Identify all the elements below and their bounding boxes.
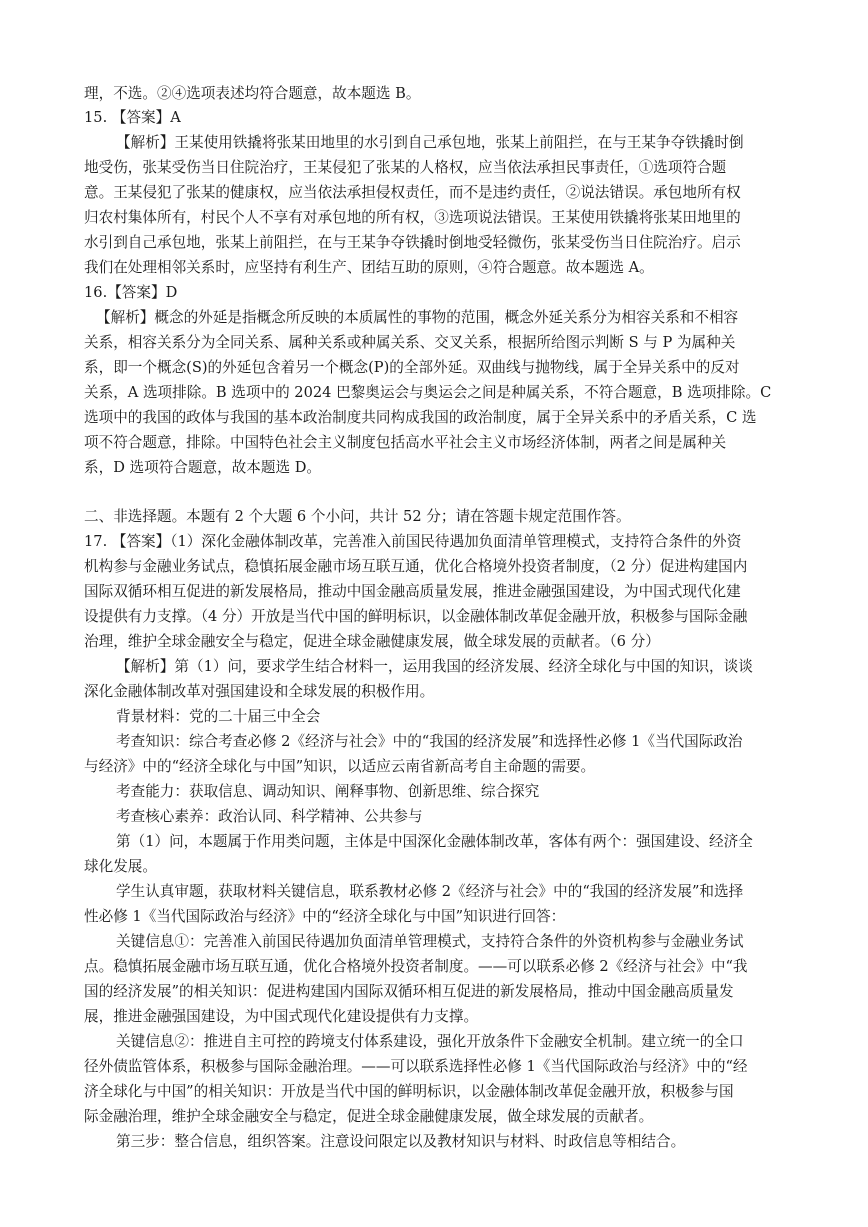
- text-line: 系，即一个概念(S)的外延包含着另一个概念(P)的全部外延。双曲线与抛物线，属于全异关系中的反对: [84, 359, 740, 376]
- text-line: 与经济》中的“经济全球化与中国”知识，以适应云南省新高考自主命题的需要。: [84, 758, 596, 775]
- text-line: 系，D 选项符合题意，故本题选 D。: [84, 459, 321, 476]
- text-line: 国的经济发展”的相关知识：促进构建国内国际双循环相互促进的新发展格局，推动中国金融高质量发: [84, 983, 734, 1000]
- text-line: 【解析】第（1）问，要求学生结合材料一，运用我国的经济发展、经济全球化与中国的知识，谈谈: [116, 658, 753, 675]
- text-line: 机构参与金融业务试点，稳慎拓展金融市场互联互通，优化合格境外投资者制度，（2 分）促进构建国内: [84, 558, 748, 575]
- text-line: 径外债监管体系，积极参与国际金融治理。——可以联系选择性必修 1《当代国际政治与经济》中的“经: [84, 1058, 748, 1075]
- text-line: 第三步：整合信息，组织答案。注意设问限定以及教材知识与材料、时政信息等相结合。: [116, 1133, 686, 1150]
- text-line: 设提供有力支撑。（4 分）开放是当代中国的鲜明标识，以金融体制改革促金融开放，积极参与国际金融: [84, 608, 748, 625]
- text-line: 考查核心素养：政治认同、科学精神、公共参与: [116, 808, 423, 825]
- text-line: 济全球化与中国”的相关知识：开放是当代中国的鲜明标识，以金融体制改革促金融开放，积极参与国: [84, 1083, 734, 1100]
- text-line: 我们在处理相邻关系时，应坚持有利生产、团结互助的原则，④符合题意。故本题选 A。: [84, 259, 654, 276]
- text-line: 理，不选。②④选项表述均符合题意，故本题选 B。: [84, 85, 421, 102]
- text-line: 水引到自己承包地，张某上前阻拦，在与王某争夺铁撬时倒地受轻微伤，张某受伤当日住院治疗。启示: [84, 234, 741, 251]
- text-line: 第（1）问，本题属于作用类问题，主体是中国深化金融体制改革，客体有两个：强国建设、经济全: [116, 833, 753, 850]
- answer-heading-15: 15. 【答案】A: [84, 109, 181, 126]
- text-line: 背景材料：党的二十届三中全会: [116, 708, 321, 725]
- text-line: 点。稳慎拓展金融市场互联互通，优化合格境外投资者制度。——可以联系必修 2《经济与社会》中“我: [84, 958, 748, 975]
- answer-heading-17: 17. 【答案】（1）深化金融体制改革，完善准入前国民待遇加负面清单管理模式，支持符合条件的外资: [84, 533, 742, 550]
- text-line: 地受伤，张某受伤当日住院治疗，王某侵犯了张某的人格权，应当依法承担民事责任，①选项符合题: [84, 159, 727, 176]
- text-line: 【解析】王某使用铁撬将张某田地里的水引到自己承包地，张某上前阻拦，在与王某争夺铁撬时倒: [116, 134, 744, 151]
- text-line: 国际双循环相互促进的新发展格局，推动中国金融高质量发展，推进金融强国建设，为中国式现代化建: [84, 583, 741, 600]
- text-line: 展，推进金融强国建设，为中国式现代化建设提供有力支撑。: [84, 1008, 479, 1025]
- text-line: 性必修 1《当代国际政治与经济》中的“经济全球化与中国”知识进行回答：: [84, 908, 566, 925]
- text-line: 关系，相容关系分为全同关系、属种关系或种属关系、交叉关系，根据所给图示判断 S 与 P 为属种关: [84, 334, 736, 351]
- text-line: 考查能力：获取信息、调动知识、阐释事物、创新思维、综合探究: [116, 783, 540, 800]
- text-line: 学生认真审题，获取材料关键信息，联系教材必修 2《经济与社会》中的“我国的经济发展”和选择: [116, 883, 744, 900]
- section-heading: 二、非选择题。本题有 2 个大题 6 个小问，共计 52 分；请在答题卡规定范围作答。: [84, 508, 631, 525]
- text-line: 球化发展。: [84, 858, 157, 875]
- text-line: 选项中的我国的政体与我国的基本政治制度共同构成我国的政治制度，属于全异关系中的矛盾关系，C 选: [84, 409, 757, 426]
- text-line: 【解析】概念的外延是指概念所反映的本质属性的事物的范围，概念外延关系分为相容关系和不相容: [96, 309, 739, 326]
- answer-heading-16: 16.【答案】D: [84, 284, 178, 301]
- text-line: 深化金融体制改革对强国建设和全球发展的积极作用。: [84, 683, 435, 700]
- text-line: 归农村集体所有，村民个人不享有对承包地的所有权，③选项说法错误。王某使用铁撬将张某田地里的: [84, 209, 741, 226]
- text-line: 关键信息①：完善准入前国民待遇加负面清单管理模式，支持符合条件的外资机构参与金融业务试: [116, 933, 744, 950]
- text-line: 际金融治理，维护全球金融安全与稳定，促进全球金融健康发展，做全球发展的贡献者。: [84, 1108, 654, 1125]
- text-line: 关键信息②：推进自主可控的跨境支付体系建设，强化开放条件下金融安全机制。建立统一的全口: [116, 1033, 744, 1050]
- text-line: 考查知识：综合考查必修 2《经济与社会》中的“我国的经济发展”和选择性必修 1《当代国际政治: [116, 733, 743, 750]
- text-line: 关系，A 选项排除。B 选项中的 2024 巴黎奥运会与奥运会之间是种属关系，不符合题意，B 选项排除。C: [84, 384, 772, 401]
- text-line: 意。王某侵犯了张某的健康权，应当依法承担侵权责任，而不是违约责任，②说法错误。承包地所有权: [84, 184, 741, 201]
- text-line: 项不符合题意，排除。中国特色社会主义制度包括高水平社会主义市场经济体制，两者之间是属种关: [84, 434, 727, 451]
- text-line: 治理，维护全球金融安全与稳定，促进全球金融健康发展，做全球发展的贡献者。（6 分）: [84, 633, 660, 650]
